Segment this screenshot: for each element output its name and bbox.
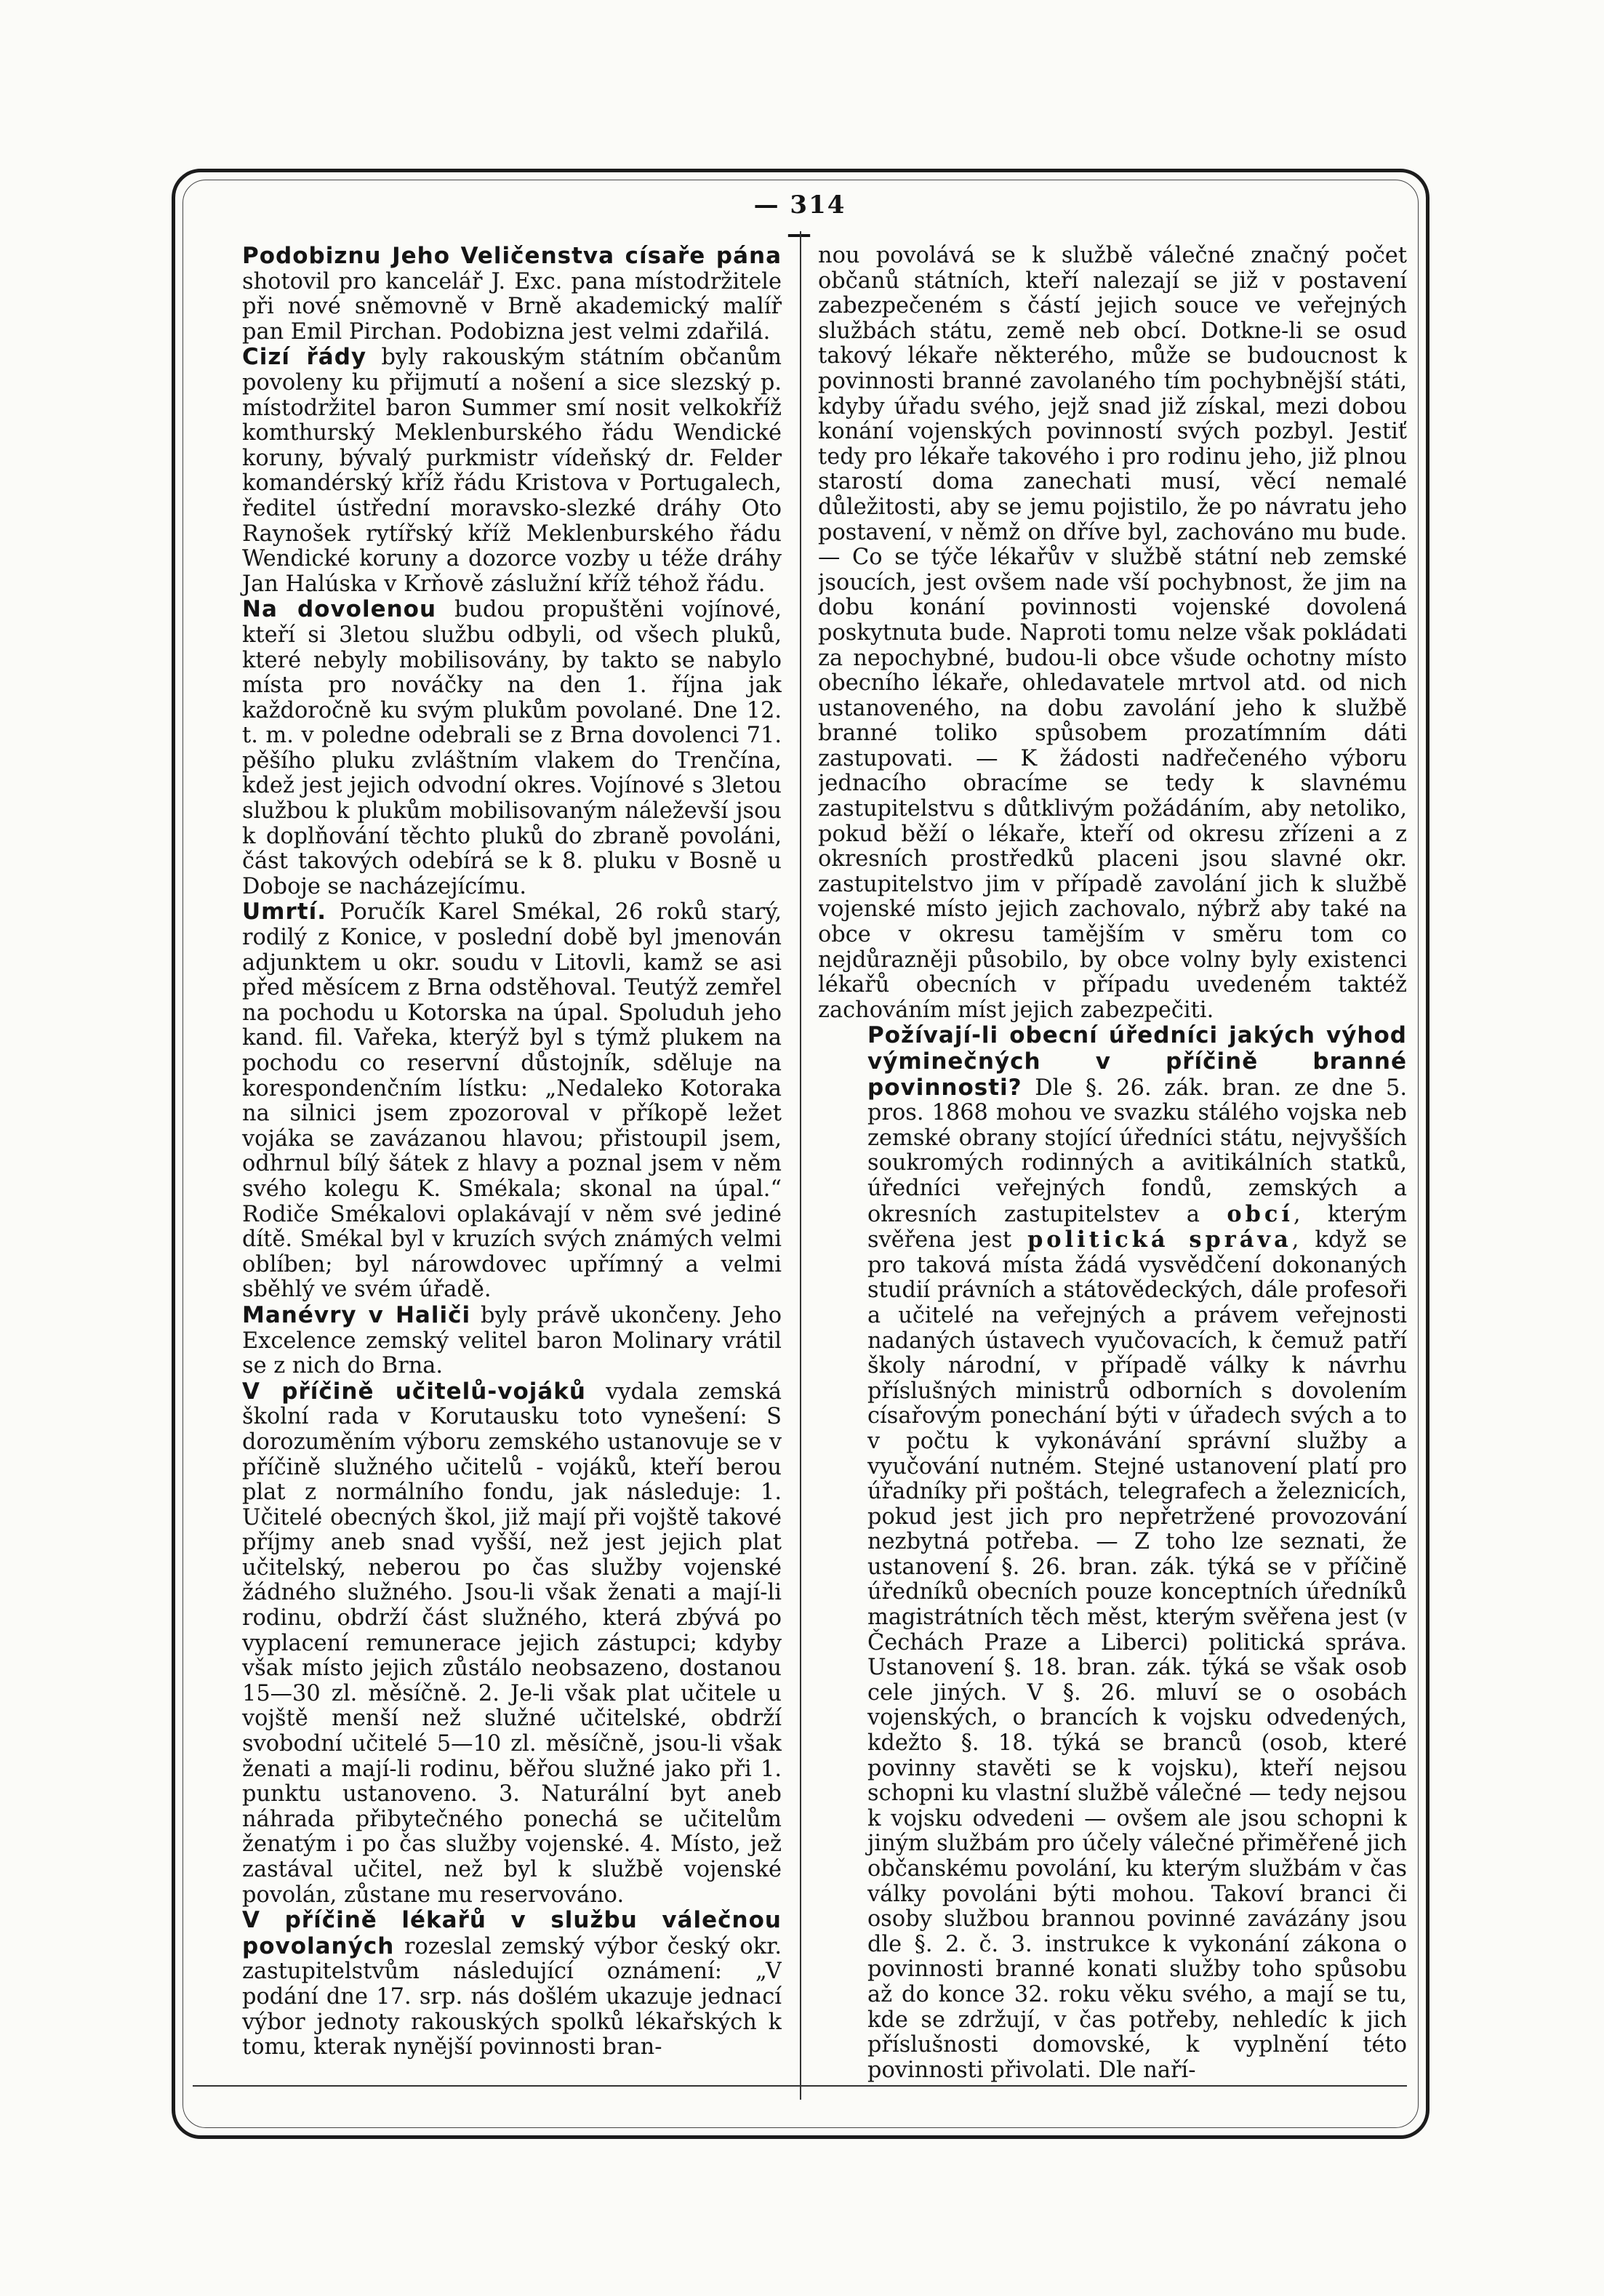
article-portrait <box>193 244 782 345</box>
right-column <box>818 244 1407 2083</box>
article-body: , když se pro taková místa žádá vysvědčení dokonaných studií právních a státovědeckých, dále profesoři a učitelé na veřejných a právem veřejnosti nadaných ústavech vyučovacích, k čemuž patří školy národní, v případě války k návrhu příslušných ministrů odborních s dovolením císařovým ponechání býti v úřadech svých a to v počtu k vykonávání správní služby a vyučování nutném. Stejné ustanovení platí pro úřadníky při poštách, telegrafech a železnicích, pokud jest jich pro nepřetržené provozování nezbytná potřeba. — Z toho lze seznati, že ustanovení §. 26. bran. zák. týká se v příčině úředníků obecních pouze konceptních úředníků magistrátních těch měst, kterým svěřena jest (v Čechách Praze a Liberci) politická správa. Ustanovení §. 18. bran. zák. týká se však osob cele jiných. V §. 26. mluví se o osobách vojenských, o brancích k vojsku odvedených, kdežto §. 18. týká se branců (osob, které povinny stavěti se k vojsku), kteří nejsou schopni ku vlastní službě válečné — tedy nejsou k vojsku odvedeni — ovšem ale jsou schopni k jiným službám pro účely válečné přiměřené jich občanskému povolání, ku kterým službám v čas války povoláni býti mohou. Takoví branci či osoby službou brannou povinné zavázány jsou dle §. 2. č. 3. instrukce k vykonání zákona o povinnosti branné konati služby toho spůsobu až do konce 32. roku věku svého, a mají se tu, kde se zdržují, v čas potřeby, nehledíc k jich příslušnosti domovské, k vyplnění této povinnosti přivolati. Dle naří- <box>867 1227 1407 2083</box>
article-body: byly rakouským státním občanům povoleny ku přijmutí a nošení a sice slezský p. místodržitel baron Summer smí nosit velkokříž komthurský Meklenburského řádu Wendické koruny, bývalý purkmistr vídeňský dr. Felder komandérský kříž řádu Kristova v Portugalech, ředitel ústřední moravsko-slezké dráhy Oto Raynošek rytířský kříž Meklenburského řádu Wendické koruny a dozorce vozby u téže dráhy Jan Halúska v Krňově záslužní kříž téhož řádu. <box>242 345 782 597</box>
spaced-emphasis: obcí <box>1227 1200 1294 1227</box>
article-foreign-orders <box>193 345 782 597</box>
column-divider <box>800 231 801 2100</box>
article-manoeuvres <box>193 1303 782 1379</box>
article-body: Poručík Karel Smékal, 26 roků starý, rodilý z Konice, v poslední době byl jmenován adjunktem u okr. soudu v Litovli, kamž se asi před měsícem z Brna odstěhoval. Teutýž zemřel na pochodu u Kotorska na úpal. Spoluduh jeho kand. fil. Vařeka, kterýž byl s týmž plukem na pochodu co reservní důstojník, sděluje na korespondenčním lístku: „Nedaleko Kotoraka na silnici jsem zpozoroval v příkopě ležet vojáka se zavázanou hlavou; přistoupil jsem, odhrnul bílý šátek z hlavy a poznal jsem v něm svého kolegu K. Smékala; skonal na úpal.“ Rodiče Smékalovi oplakávají v něm své jediné dítě. Smékal byl v kruzích svých známých velmi oblíben; byl nárowdovec upřímný a velmi sběhlý ve svém úřadě. <box>242 899 782 1303</box>
article-leave <box>193 597 782 899</box>
spaced-emphasis: politická správa <box>1027 1227 1292 1253</box>
article-doctors-war <box>193 1908 782 2060</box>
article-heading: Manévry v Haliči <box>242 1301 471 1328</box>
article-doctors-continuation: nou povolává se k službě válečné značný počet občanů státních, kteří nalezají se již v postavení zabezpečeném s částí jejich souce ve veřejných službách státu, země neb obcí. Dotkne-li se osud takový lékaře některého, může se budoucnost k povinnosti branné zavolaného tím pochybnější státi, kdyby úřadu svého, jejž snad již získal, mezi dobou konání vojenských povinností svých pozbyl. Jestiť tedy pro lékaře takového i pro rodinu jeho, již plnou starostí doma zanechati musí, věcí nemalé důležitosti, aby se jemu pojistilo, že po návratu jeho postavení, v němž on dříve byl, zachováno mu bude. — Co se týče lékařův v službě státní neb zemské jsoucích, jest ovšem nade vší pochybnost, že jim na dobu konání povinnosti vojenské dovolená poskytnuta bude. Naproti tomu nelze však pokládati za nepochybné, budou-li obce všude ochotny místo obecního lékaře, ohledavatele mrtvol atd. od nich ustanoveného, na dobu zavolání jeho k službě branné toliko spůsobem prozatímním dáti zastupovati. — K žádosti nadřečeného výboru jednacího obracíme se tedy k slavnému zastupitelstvu s důtklivým požádáním, aby netoliko, pokud běží o lékaře, kteří od okresu zřízeni a z okresních prostředků placeni jsou slavné okr. zastupitelstvo jim v případě zavolání jich k službě vojenské místo jejich zachovalo, nýbrž aby také na obce v okresu tamějším v směru tom co nejdůrazněji působilo, by obce volny byly existenci lékařů obecních v případu uvedeném taktéž zachováním míst jejich zabezpečiti. <box>818 244 1407 1023</box>
bottom-rule <box>193 2085 1407 2087</box>
article-heading: Umrtí. <box>242 899 326 926</box>
article-body: Dle §. 26. zák. bran. ze dne 5. pros. 1868 mohou ve svazku stálého vojska neb zemské obrany stojící úředníci státu, nejvyšších soukromých rodinných a avitikálních statků, úředníci veřejných fondů, zemských a okresních zastupitelstev a <box>867 1075 1407 1227</box>
article-heading: Podobiznu Jeho Veličenstva císaře pána <box>242 244 782 269</box>
article-heading: Požívají-li obecní úředníci jakých výhod výminečných v příčině branné povinnosti? <box>867 1022 1407 1101</box>
page-number: — 314 — <box>753 190 846 249</box>
article-body: shotovil pro kancelář J. Exc. pana místodržitele při nové sněmovně v Brně akademický malíř pan Emil Pirchan. Podobizna jest velmi zdařilá. <box>242 268 782 345</box>
article-body: budou propuštěni vojínové, kteří si 3letou službu odbyli, od všech pluků, které nebyly mobilisovány, by takto se nabylo místa pro nováčky na den 1. října jak každoročně ku svým plukům povolané. Dne 12. t. m. v poledne odebrali se z Brna dovolenci 71. pěšího pluku zvláštním vlakem do Trenčína, kdež jest jejich odvodní okres. Vojínové s 3letou službou k plukům mobilisovaným náleževší jsou k doplňování těchto pluků do zbraně povoláni, část takových odebírá se k 8. pluku v Bosně u Doboje se nacházejícímu. <box>242 597 782 899</box>
article-body: vydala zemská školní rada v Korutausku toto vynešení: S dorozuměním výboru zemského ustanovuje se v příčině služného učitelů - vojáků, kteří berou plat z normálního fondu, jak následuje: 1. Učitelé obecných škol, již mají při vojště takové příjmy aneb snad vyšší, než jest jejich plat učitelský, neberou po čas služby vojenské žádného služného. Jsou-li však ženati a mají-li rodinu, obdrží část služného, která zbývá po vyplacení remunerace jejich zástupci; kdyby však místo jejich zůstálo neobsazeno, dostanou 15—30 zl. měsíčně. 2. Je-li však plat učitele u vojště menší než služné učitelské, obdrží svobodní učitelé 5—10 zl. měsíčně, jsou-li však ženati a mají-li rodinu, běřou služné jako při 1. punktu ustanoveno. 3. Naturální byt aneb náhrada přibytečného ponechá se učitelům ženatým i po čas služby vojenské. 4. Místo, jež zastával učitel, než byl k službě vojenské povolán, zůstane mu reservováno. <box>242 1378 782 1908</box>
article-heading: V příčině učitelů-vojáků <box>242 1378 586 1405</box>
article-teachers-soldiers <box>193 1379 782 1908</box>
article-body: rozeslal zemský výbor český okr. zastupitelstvům následující oznámení: „V podání dne 17. srp. nás došlém ukazuje jednací výbor jednoty rakouských spolků lékařských k tomu, kterak nynější povinnosti bran- <box>242 1933 782 2060</box>
article-heading: V příčině lékařů v službu válečnou povolaných <box>242 1907 782 1959</box>
article-heading: Na dovolenou <box>242 596 437 623</box>
left-column <box>193 244 782 2083</box>
article-death <box>193 899 782 1303</box>
article-municipal-officials <box>818 1023 1407 2083</box>
article-body: , kterým svěřena jest <box>867 1201 1407 1253</box>
article-heading: Cizí řády <box>242 344 367 371</box>
article-body: byly právě ukončeny. Jeho Excelence zemský velitel baron Molinary vrátil se z nich do Brna. <box>242 1302 782 1379</box>
